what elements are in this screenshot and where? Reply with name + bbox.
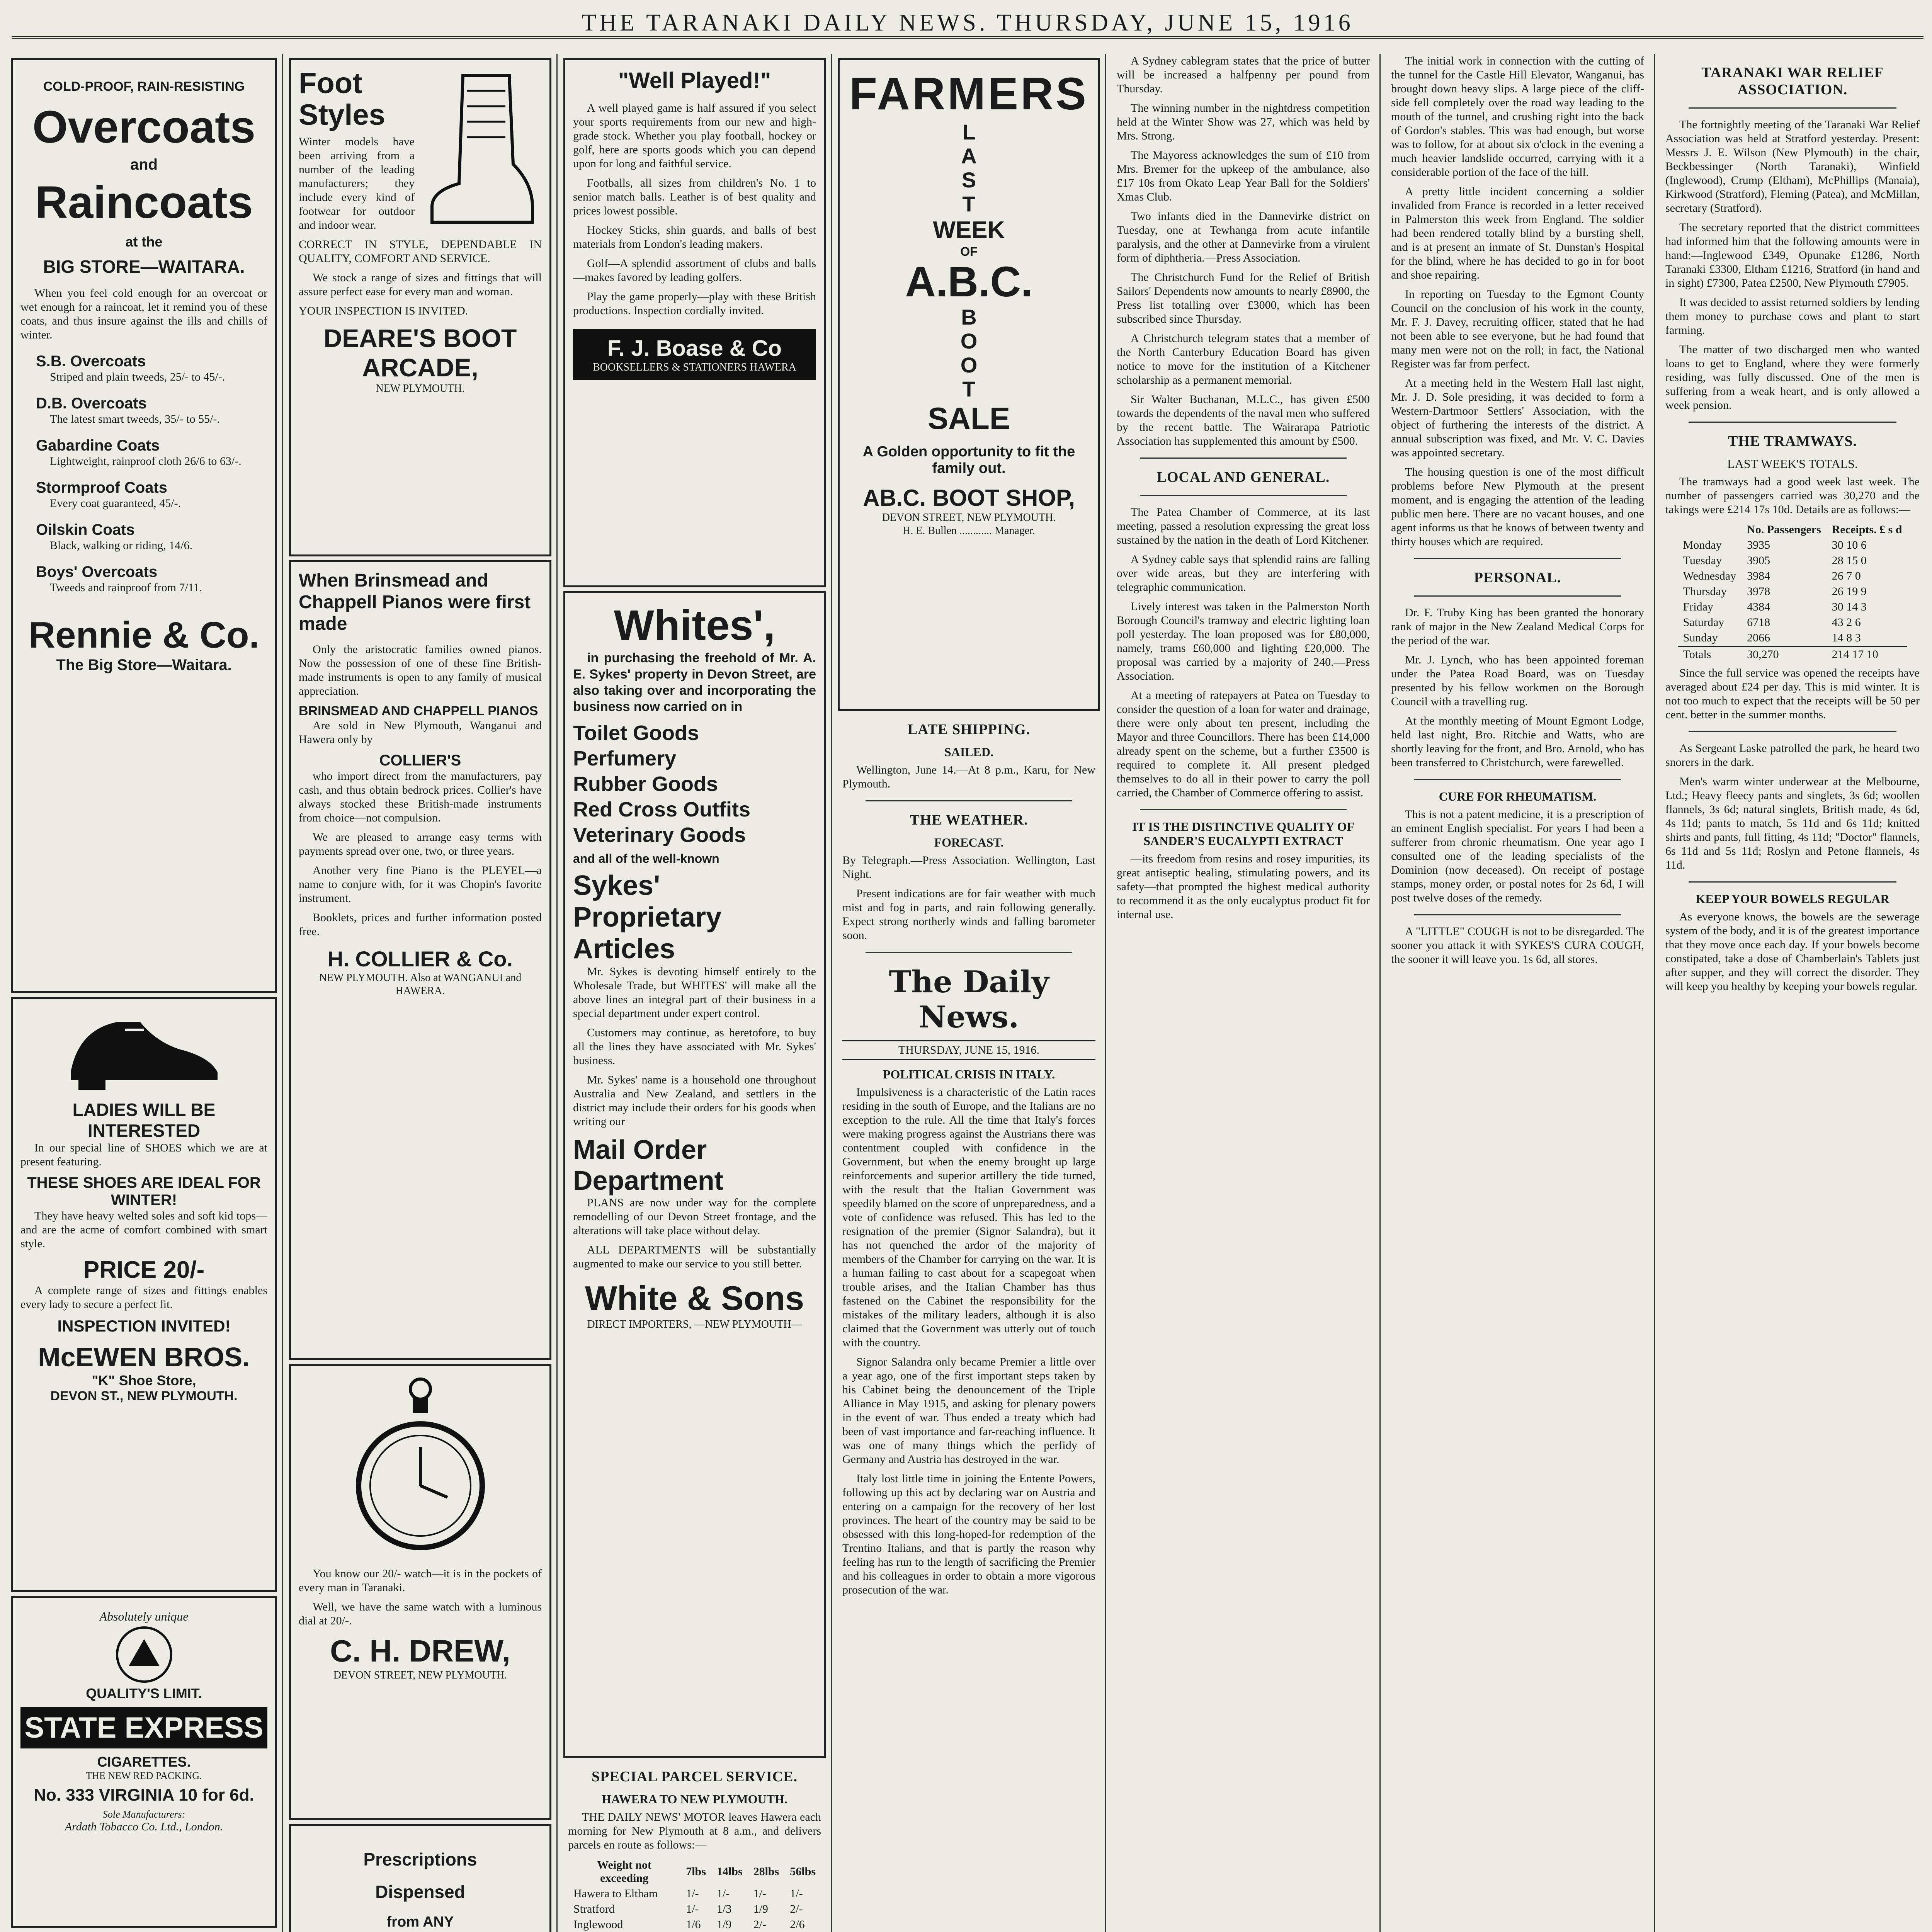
table-cell: Hawera to Eltham xyxy=(573,1887,658,1900)
ad-text: Ardath Tobacco Co. Ltd., London. xyxy=(65,1820,223,1833)
table-header: 28lbs xyxy=(753,1865,779,1878)
news-item: Two infants died in the Dannevirke district on Tuesday, one at Tewhanga from acute infantile paralysis, and the other at Dannevirke from a virulent form of diphtheria.—Press Association. xyxy=(1117,210,1370,264)
article-body: The tramways had a good week last week. The number of passengers carried was 30,270 and the takings were £214 17s 10d. Details are as follows:— xyxy=(1665,475,1920,516)
divider xyxy=(1140,457,1347,459)
table-cell: 3935 xyxy=(1747,539,1770,551)
table-cell: Sunday xyxy=(1683,631,1718,644)
table-cell: 2066 xyxy=(1747,631,1770,644)
ad-subheading: COLLIER'S xyxy=(379,752,461,769)
advertiser-name: Rennie & Co. xyxy=(28,614,260,656)
ad-text: A Golden opportunity to fit the family out. xyxy=(862,444,1075,476)
article-body: Mr. J. Lynch, who has been appointed foreman under the Patea Road Board, was on Tuesday presented by his fellow workmen on the Borough Council with a travelling rug. xyxy=(1391,653,1644,708)
ad-text: THE NEW RED PACKING. xyxy=(86,1770,202,1781)
column-5 xyxy=(1109,54,1378,1932)
collier-ad xyxy=(289,560,551,1360)
column-7-news xyxy=(1658,64,1927,993)
table-cell: 1/3 xyxy=(716,1903,732,1915)
ad-heading: Whites', xyxy=(614,602,776,649)
table-row xyxy=(1678,553,1908,568)
divider xyxy=(866,952,1072,953)
ad-intro xyxy=(299,68,415,238)
ad-body: Booklets, prices and further information posted free. xyxy=(299,911,542,938)
price: No. 333 VIRGINIA 10 for 6d. xyxy=(34,1786,254,1804)
news-item: Men's warm winter underwear at the Melbourne, Ltd.; Heavy fleecy pants and singlets, 3s 6d; woollen flannels, 3s 6d; natural singlets, British made, 4s 6d, 4s 11d; pants to match, 5s 11d and 6s 11d; knitted shirts and pants, full fitting, 4s 11d; "Doctor" flannels, 6s 11d and 5s 11d; Roslyn and Petone flannels, 4s 11d. xyxy=(1665,775,1920,871)
ad-tagline: QUALITY'S LIMIT. xyxy=(86,1685,202,1701)
article-body: At the monthly meeting of Mount Egmont Lodge, held last night, Bro. Ritchie and Watts, who are shortly leaving for the front, and Bro. Arnold, who has been transferred to Christchurch, were farewelled. xyxy=(1391,714,1644,769)
manager: H. E. Bullen ............ Manager. xyxy=(903,525,1035,537)
rennie-ad xyxy=(11,58,277,993)
news-item: The initial work in connection with the cutting of the tunnel for the Castle Hill Elevator, Wanganui, has brought down heavy slips. A large piece of the cliff-side fell completely over the road way leading to the mouth of the tunnel, and crushing right into the back of Gordon's stables. This was had enough, but worse was to follow, for at about six o'clock in the evening a much heavier landslide occurred, carrying with it a considerable portion of the face of the hill. xyxy=(1391,54,1644,179)
ad-body: Customers may continue, as heretofore, to buy all the lines they have associated with Mr. Sykes' business. xyxy=(573,1026,816,1067)
column-7 xyxy=(1658,54,1927,1932)
news-item: As Sergeant Laske patrolled the park, he heard two snorers in the dark. xyxy=(1665,742,1920,769)
tramway-totals-table xyxy=(1678,522,1908,662)
news-item: The winning number in the nightdress competition held at the Winter Show was 27, which was held by Mrs. Strong. xyxy=(1117,102,1370,142)
section-heading: IT IS THE DISTINCTIVE QUALITY OF SANDER'S EUCALYPTI EXTRACT xyxy=(1132,820,1354,848)
ad-body: Mr. Sykes is devoting himself entirely to the Wholesale Trade, but WHITES' will make all the above lines an integral part of their business in a special department under expert control. xyxy=(573,965,816,1020)
column-6 xyxy=(1383,54,1652,1932)
article-body: Signor Salandra only became Premier a little over a year ago, one of the first important steps taken by his Cabinet being the denouncement of the Triple Alliance in May 1915, and asking for plenary powers in the event of war. Thus ended a treaty which had been of vast importance and far-reaching influence. It was one of many things which the perfidy of Germany and Austria has destroyed in the war. xyxy=(842,1355,1095,1466)
table-cell: 28 15 0 xyxy=(1832,554,1867,567)
advertiser-name: AB.C. BOOT SHOP, xyxy=(863,485,1075,511)
ad-letter: L xyxy=(962,120,976,144)
table-cell: 26 7 0 xyxy=(1832,570,1861,582)
table-cell: 26 19 9 xyxy=(1832,585,1867,598)
table-cell: Saturday xyxy=(1683,616,1725,629)
ad-heading: INSPECTION INVITED! xyxy=(57,1317,231,1335)
ad-body: They have heavy welted soles and soft kid tops—and are the acme of comfort combined with smart style. xyxy=(20,1209,267,1250)
edition-date: THURSDAY, JUNE 15, 1916. xyxy=(842,1040,1095,1060)
article-body: This is not a patent medicine, it is a prescription of an eminent English specialist. For years I had been a sufferer from chronic rheumatism. One year ago I consulted one of the leading specialists of the Dominion (now deceased). On receipt of postage stamps, money order, or postal notes for 2s 6d, I will post twelve doses of the remedy. xyxy=(1391,808,1644,904)
column-rule xyxy=(831,54,832,1932)
ad-subheading: BRINSMEAD AND CHAPPELL PIANOS xyxy=(299,704,538,718)
section-heading: CURE FOR RHEUMATISM. xyxy=(1439,789,1597,803)
column-rule xyxy=(1654,54,1655,1932)
table-row xyxy=(1678,599,1908,615)
table-cell: Tuesday xyxy=(1683,554,1722,567)
news-item: The Christchurch Fund for the Relief of British Sailors' Dependents now amounts to nearly £8900, the Press list totalling over £3000, which has been subscribed since Thursday. xyxy=(1117,271,1370,325)
advertiser-name: C. H. DREW, xyxy=(330,1634,510,1668)
table-cell: 3978 xyxy=(1747,585,1770,598)
divider xyxy=(866,800,1072,801)
table-cell: 1/- xyxy=(686,1903,699,1915)
ad-body: We are pleased to arrange easy terms with payments spread over one, two, or three years. xyxy=(299,831,542,857)
divider xyxy=(1689,881,1896,883)
column-rule xyxy=(282,54,283,1932)
article-body: The matter of two discharged men who wanted loans to get to England, where they were formerly residing, was fully discussed. One of the men is suffering from a weak heart, and is only allowed a week pension. xyxy=(1665,343,1920,412)
column-2 xyxy=(286,54,554,1932)
table-cell: 14 8 3 xyxy=(1832,631,1861,644)
table-cell: 6718 xyxy=(1747,616,1770,629)
ad-letter: A xyxy=(961,144,977,168)
ad-tagline: COLD-PROOF, RAIN-RESISTING xyxy=(43,79,245,94)
table-cell: 30 10 6 xyxy=(1832,539,1867,551)
ad-heading: Raincoats xyxy=(35,177,253,228)
address: NEW PLYMOUTH. xyxy=(376,383,465,395)
store-name: BIG STORE—WAITARA. xyxy=(43,257,245,277)
product-desc: Tweeds and rainproof from 7/11. xyxy=(50,581,202,594)
column-rule xyxy=(1105,54,1106,1932)
product-line: Red Cross Outfits xyxy=(573,798,751,821)
section-heading: PERSONAL. xyxy=(1474,570,1561,586)
table-cell: 1/- xyxy=(716,1887,730,1900)
product-name: Gabardine Coats xyxy=(36,437,160,454)
article-body: The fortnightly meeting of the Taranaki War Relief Association was held at Stratford yesterday. Present: Messrs J. E. Wilson (New Plymouth) in the chair, Beckbessinger (North Taranaki), Winfield (Inglewood), Crump (Eltham), McPhillips (Manaia), Kirkwood (Stratford), Fleming (Patea), and McMillan, secretary (Stratford). xyxy=(1665,118,1920,214)
table-cell: Friday xyxy=(1683,600,1713,613)
product-desc: Every coat guaranteed, 45/-. xyxy=(50,497,181,510)
table-total-row xyxy=(1678,646,1908,663)
deare-ad xyxy=(289,58,551,556)
table-row xyxy=(1678,584,1908,599)
product-name: S.B. Overcoats xyxy=(36,353,146,370)
article-body: The secretary reported that the district committees had informed him that the following amounts were in hand:—Inglewood £349, Opunake £1286, North Taranaki £3300, Eltham £1216, Stratford (in hand and in sight) £7300, Patea £2500, New Plymouth £7905. xyxy=(1665,221,1920,289)
news-item: The Mayoress acknowledges the sum of £10 from Mrs. Bremer for the upkeep of the ambulance, also £17 10s from Okato Leap Year Ball for the Soldiers' Xmas Club. xyxy=(1117,149,1370,203)
ad-heading: When Brinsmead and Chappell Pianos were first made xyxy=(299,570,531,634)
address: DEVON ST., NEW PLYMOUTH. xyxy=(50,1389,238,1403)
ad-letter: B xyxy=(961,305,977,329)
news-item: In reporting on Tuesday to the Egmont County Council on the conclusion of his work in the county, Mr. F. J. Davey, recruiting officer, stated that he had not been able to see everyone, but he had found that many men were not on the roll; in fact, the National Register was far from perfect. xyxy=(1391,288,1644,370)
product-name: Oilskin Coats xyxy=(36,521,135,538)
table-cell: Monday xyxy=(1683,539,1722,551)
pocket-watch-icon xyxy=(355,1374,486,1567)
masthead xyxy=(12,5,1923,39)
advertiser-name: F. J. Boase & Co xyxy=(607,336,782,361)
table-header: 56lbs xyxy=(790,1865,816,1878)
ad-body: You know our 20/- watch—it is in the pockets of every man in Taranaki. xyxy=(299,1567,542,1594)
ad-body: Golf—A splendid assortment of clubs and balls—makes favored by leading golfers. xyxy=(573,257,816,284)
ad-heading: "Well Played!" xyxy=(618,68,771,93)
column-4 xyxy=(835,54,1103,1932)
ad-body: Only the aristocratic families owned pianos. Now the possession of one of these fine British-made instruments is open to any family of musical appreciation. xyxy=(299,643,542,697)
ad-body: YOUR INSPECTION IS INVITED. xyxy=(299,304,468,317)
column-4-news xyxy=(835,721,1103,1597)
ad-body: PLANS are now under way for the complete remodelling of our Devon Street frontage, and the alterations will take place without delay. xyxy=(573,1196,816,1237)
ad-heading: LADIES WILL BE INTERESTED xyxy=(72,1100,216,1141)
address: NEW PLYMOUTH. Also at WANGANUI and HAWERA. xyxy=(319,972,522,997)
ad-heading: Foot Styles xyxy=(299,67,385,131)
column-1 xyxy=(8,54,280,1932)
ad-body: Another very fine Piano is the PLEYEL—a name to conjure with, for it was Chopin's favorite instrument. xyxy=(299,864,542,905)
divider xyxy=(1689,731,1896,732)
nameplate: The Daily News. xyxy=(889,964,1049,1035)
ad-body: Well, we have the same watch with a luminous dial at 20/-. xyxy=(299,1600,542,1627)
table-row xyxy=(1678,615,1908,630)
divider xyxy=(1414,595,1621,597)
advertiser-name: H. COLLIER & Co. xyxy=(327,947,513,971)
article-body: It was decided to assist returned soldiers by lending them money to purchase cows and plant to start farming. xyxy=(1665,296,1920,337)
article-body: Since the full service was opened the receipts have averaged about £24 per day. This is mid winter. It is not too much to expect that the receipts will be 50 per cent. better in the summer months. xyxy=(1665,667,1920,721)
divider xyxy=(1689,422,1896,423)
section-subheading: HAWERA TO NEW PLYMOUTH. xyxy=(602,1792,787,1806)
table-cell: 1/9 xyxy=(753,1903,768,1915)
state-express-ad xyxy=(11,1596,277,1928)
article-body: At a meeting of ratepayers at Patea on Tuesday to consider the question of a loan for water and drainage, there were only about ten present, including the Mayor and three Councillors. There has been £14,000 already spent on the scheme, but a further £3500 is required to complete it. All present pledged themselves to do all in their power to carry the poll carried, the Chamber of Commerce offering to assist. xyxy=(1117,689,1370,799)
article-body: Italy lost little time in joining the Entente Powers, following up this act by declaring war on Austria and entering on a campaign for the recovery of her lost provinces. The heart of the country may be said to be obsessed with this long-hoped-for redemption of the Trentino Italians, and that is partly the reason why feeling has run to the length of sacrificing the Premier and his colleagues in order to obtain a more vigorous prosecution of the war. xyxy=(842,1472,1095,1596)
table-cell: Totals xyxy=(1683,648,1711,661)
table-cell: 2/6 xyxy=(790,1918,805,1931)
ad-body: CORRECT IN STYLE, DEPENDABLE IN QUALITY, COMFORT AND SERVICE. xyxy=(299,238,542,265)
price: PRICE 20/- xyxy=(83,1257,205,1283)
column-rule xyxy=(1379,54,1381,1932)
address: DEVON STREET, NEW PLYMOUTH. xyxy=(333,1669,507,1681)
ad-tagline: Absolutely unique xyxy=(99,1609,189,1623)
divider xyxy=(1689,107,1896,109)
section-heading: THE TRAMWAYS. xyxy=(1728,433,1857,449)
ad-heading: Sykes' Proprietary Articles xyxy=(573,870,722,964)
ad-body: Winter models have been arriving from a number of the leading manufacturers; they include every kind of footwear for outdoor and indoor wear. xyxy=(299,135,415,231)
table-cell: 2/- xyxy=(790,1903,803,1915)
ad-body: Are sold in New Plymouth, Wanganui and Hawera only by xyxy=(299,719,542,746)
ad-letter: O xyxy=(960,353,978,377)
ad-body: We stock a range of sizes and fittings that will assure perfect ease for every man and woman. xyxy=(299,271,542,298)
ad-body: Footballs, all sizes from children's No. 1 to senior match balls. Leather is of best quality and prices lowest possible. xyxy=(573,177,816,217)
ad-heading: Mail Order Department xyxy=(573,1134,723,1196)
table-header: Receipts. £ s d xyxy=(1832,523,1902,536)
advertiser-tagline: DIRECT IMPORTERS, —NEW PLYMOUTH— xyxy=(587,1318,802,1330)
table-header: Weight not exceeding xyxy=(597,1859,652,1884)
ad-body: When you feel cold enough for an overcoat or wet enough for a raincoat, let it remind you of these coats, and thus insure against the ills and chills of winter. xyxy=(20,287,267,341)
divider xyxy=(1414,558,1621,559)
product-name: Boys' Overcoats xyxy=(36,563,158,580)
product-desc: Lightweight, rainproof cloth 26/6 to 63/-. xyxy=(50,455,242,468)
table-cell: 4384 xyxy=(1747,600,1770,613)
table-cell: Thursday xyxy=(1683,585,1727,598)
ad-letter: O xyxy=(960,329,978,353)
boase-logo xyxy=(573,329,816,380)
ad-text: from ANY xyxy=(386,1914,454,1930)
mcewen-ad xyxy=(11,997,277,1592)
product-line: Veterinary Goods xyxy=(573,823,746,847)
abc-boot-ad xyxy=(838,58,1100,711)
ad-text: and all of the well-known xyxy=(573,852,719,866)
table-header: No. Passengers xyxy=(1747,523,1821,536)
table-cell: Inglewood xyxy=(573,1918,623,1931)
product-name: Stormproof Coats xyxy=(36,479,167,496)
product-name: D.B. Overcoats xyxy=(36,395,147,412)
table-cell: 1/- xyxy=(790,1887,803,1900)
news-item: A Sydney cablegram states that the price of butter will be increased a halfpenny per pound from Thursday. xyxy=(1117,54,1370,95)
ad-heading: Overcoats xyxy=(32,102,256,153)
product-desc: The latest smart tweeds, 35/- to 55/-. xyxy=(50,413,220,425)
divider xyxy=(1414,914,1621,915)
column-5-news xyxy=(1109,54,1378,922)
advertiser-name: DEARE'S BOOT ARCADE, xyxy=(323,324,517,382)
table-header-row xyxy=(568,1857,821,1886)
news-item: At a meeting held in the Western Hall last night, Mr. J. D. Sole presiding, it was decided to form a Western-Dartmoor Settlers' Association, with the object of furthering the interests of the district. A annual subscription was fixed, and Mr. V. C. Davies was appointed secretary. xyxy=(1391,377,1644,459)
editorial-heading: POLITICAL CRISIS IN ITALY. xyxy=(883,1067,1055,1081)
divider xyxy=(1140,495,1347,496)
masthead-title: THE TARANAKI DAILY NEWS. THURSDAY, JUNE 15, 1916 xyxy=(582,10,1354,36)
ad-letter: T xyxy=(962,377,976,401)
brand-logo: STATE EXPRESS xyxy=(20,1707,267,1748)
ad-text: Sole Manufacturers: xyxy=(102,1809,185,1820)
section-subheading: SAILED. xyxy=(944,745,994,759)
table-header: 7lbs xyxy=(686,1865,706,1878)
section-heading: SPECIAL PARCEL SERVICE. xyxy=(591,1769,798,1785)
ad-letter: T xyxy=(962,192,976,216)
table-cell: Wednesday xyxy=(1683,570,1736,582)
divider xyxy=(1140,809,1347,810)
table-header: 14lbs xyxy=(716,1865,743,1878)
ad-heading: THESE SHOES ARE IDEAL FOR WINTER! xyxy=(27,1174,261,1209)
section-heading: TARANAKI WAR RELIEF ASSOCIATION. xyxy=(1701,65,1884,98)
section-heading: LOCAL AND GENERAL. xyxy=(1156,469,1330,485)
crest-icon xyxy=(102,1624,187,1685)
advertiser-name: White & Sons xyxy=(585,1279,804,1317)
ad-text: OF xyxy=(960,245,978,259)
news-item: A Christchurch telegram states that a member of the North Canterbury Education Board has given notice to move for the institution of a Kitchener scholarship as a permanent memorial. xyxy=(1117,332,1370,386)
ad-body: who import direct from the manufacturers, pay cash, and thus obtain bedrock prices. Collier's have always stocked these British-made instruments from choice—not compulsion. xyxy=(299,770,542,824)
boot-icon xyxy=(417,68,540,230)
product-line: Rubber Goods xyxy=(573,772,718,796)
parcel-rates-table xyxy=(568,1857,821,1932)
ad-heading: FARMERS xyxy=(849,68,1088,119)
news-item: The housing question is one of the most difficult problems before New Plymouth at the present moment, and is engaging the attention of the leading public men here. There are no vacant houses, and one agent informs us that he knows of between twenty and thirty houses which are required. xyxy=(1391,466,1644,548)
article-body: As everyone knows, the bowels are the sewerage system of the body, and it is of the greatest importance that they move once each day. If your bowels become constipated, take a dose of Chamberlain's Tablets just after supper, and they will correct the disorder. They will keep you healthy by keeping your bowels regular. xyxy=(1665,910,1920,993)
ad-body: In our special line of SHOES which we are at present featuring. xyxy=(20,1141,267,1168)
section-heading: LATE SHIPPING. xyxy=(907,721,1031,738)
product-desc: Black, walking or riding, 14/6. xyxy=(50,539,193,552)
article-body: Wellington, June 14.—At 8 p.m., Karu, for New Plymouth. xyxy=(842,764,1095,790)
table-cell: 30,270 xyxy=(1747,648,1779,661)
table-row xyxy=(568,1886,821,1901)
ad-text: WEEK xyxy=(933,217,1005,243)
address: DEVON STREET, NEW PLYMOUTH. xyxy=(882,512,1056,524)
ad-body: Hockey Sticks, shin guards, and balls of best materials from London's leading makers. xyxy=(573,224,816,250)
article-body: Dr. F. Truby King has been granted the honorary rank of major in the New Zealand Medical Corps for the period of the war. xyxy=(1391,606,1644,647)
ad-text: CIGARETTES. xyxy=(97,1754,191,1770)
table-cell: 3905 xyxy=(1747,554,1770,567)
davies-ad xyxy=(289,1824,551,1932)
ad-text: at the xyxy=(125,234,163,250)
ad-body: A complete range of sizes and fittings enables every lady to secure a perfect fit. xyxy=(20,1284,267,1311)
ad-text: Prescriptions xyxy=(363,1849,477,1869)
shoe-icon xyxy=(63,1007,225,1092)
ad-body: Play the game properly—play with these British productions. Inspection cordially invited. xyxy=(573,290,816,317)
news-item: A pretty little incident concerning a soldier invalided from France is recorded in a letter received in Palmerston this week from England. The soldier had been rendered totally blind by a bursting shell, and is at present an inmate of St. Dunstan's Hospital for the blind, where he has decided to go in for boot and shoe repairing. xyxy=(1391,185,1644,281)
table-header-row xyxy=(1678,522,1908,537)
column-6-news xyxy=(1383,54,1652,966)
article-body: By Telegraph.—Press Association. Wellington, Last Night. xyxy=(842,854,1095,881)
table-cell: 1/- xyxy=(753,1887,766,1900)
ad-header xyxy=(299,68,542,238)
article-body: A Sydney cable says that splendid rains are falling over wide areas, but they are interfering with telegraphic communication. xyxy=(1117,553,1370,594)
section-subheading: FORECAST. xyxy=(934,835,1004,849)
advertiser-tagline: BOOKSELLERS & STATIONERS HAWERA xyxy=(593,361,796,373)
product-line: Perfumery xyxy=(573,747,677,770)
section-subheading: LAST WEEK'S TOTALS. xyxy=(1727,457,1858,471)
ad-body: ALL DEPARTMENTS will be substantially augmented to make our service to you still better. xyxy=(573,1243,816,1270)
advertiser-tagline: The Big Store—Waitara. xyxy=(56,656,232,673)
table-header xyxy=(1678,522,1742,537)
article-body: Present indications are for fair weather with much mist and fog in parts, and rain following generally. Expect strong northerly winds and falling barometer soon. xyxy=(842,887,1095,942)
section-heading: KEEP YOUR BOWELS REGULAR xyxy=(1696,892,1889,906)
article-body: Lively interest was taken in the Palmerston North Borough Council's tramway and electric lighting loan poll yesterday. The loan proposed was for £80,000, namely, trams £60,000 and lighting £20,000. The proposal was carried by a majority of 240.—Press Association. xyxy=(1117,600,1370,682)
ad-body: A well played game is half assured if you select your sports requirements from our new and high-grade stock. Whether you play football, hockey or golf, here are sports goods which you can depend upon for long and faithful service. xyxy=(573,102,816,170)
table-cell: 3984 xyxy=(1747,570,1770,582)
product-list xyxy=(36,353,267,595)
ad-body: in purchasing the freehold of Mr. A. E. Sykes' property in Devon Street, are also taking over and incorporating the business now carried on in xyxy=(573,651,816,714)
product-desc: Striped and plain tweeds, 25/- to 45/-. xyxy=(50,371,225,383)
table-row xyxy=(568,1901,821,1917)
ad-text: Dispensed xyxy=(375,1882,465,1902)
drew-ad xyxy=(289,1364,551,1820)
table-cell: 1/- xyxy=(686,1887,699,1900)
table-row xyxy=(1678,568,1908,584)
ad-heading: SALE xyxy=(927,401,1010,435)
table-row xyxy=(568,1917,821,1932)
divider xyxy=(1414,779,1621,780)
store-name: "K" Shoe Store, xyxy=(92,1372,196,1388)
column-rule xyxy=(556,54,558,1932)
boase-ad xyxy=(563,58,826,587)
product-line: Toilet Goods xyxy=(573,721,699,745)
table-cell: 1/6 xyxy=(686,1918,701,1931)
article-body: A "LITTLE" COUGH is not to be disregarded. The sooner you attack it with SYKES'S CURA COUGH, the sooner it will leave you. 1s 6d, all stores. xyxy=(1391,925,1644,966)
article-body: Impulsiveness is a characteristic of the Latin races residing in the south of Europe, and the Italians are no exception to the rule. All the time that Italy's forces were making progress against the Austrians there was contentment coupled with confidence in the Government, but when the enemy brought up large reinforcements and superior artillery the tide turned, with the result that the Italian Government was speedily blamed on the score of unpreparedness, and a vote of confidence was refused. This has led to the resignation of the premier (Signor Salandra), but it has not quenched the ardor of the majority of members of the Chamber for carrying on the war. It is a human failing to cast about for a scapegoat when trouble arises, and the Italian Chamber has thus fastened on the Cabinet the responsibility for the mistakes of the military leaders, although it is also claimed that the Government was utterly out of touch with the country. xyxy=(842,1086,1095,1349)
column-3-news xyxy=(560,1768,829,1932)
table-cell: 2/- xyxy=(753,1918,766,1931)
article-body: THE DAILY NEWS' MOTOR leaves Hawera each morning for New Plymouth at 8 a.m., and delivers parcels en route as follows:— xyxy=(568,1811,821,1851)
table-cell: 1/9 xyxy=(716,1918,732,1931)
ad-body: Mr. Sykes' name is a household one throughout Australia and New Zealand, and settlers in the district may include their orders for his goods when writing our xyxy=(573,1073,816,1128)
ad-text: and xyxy=(130,156,158,173)
whites-ad xyxy=(563,591,826,1758)
column-3 xyxy=(560,54,829,1932)
ad-heading: A.B.C. xyxy=(905,258,1033,306)
article-body: —its freedom from resins and rosey impurities, its great antiseptic healing, stimulating powers, and its safety—that prompted the highest medical authority to recommend it as the only eucalyptus product fit for internal use. xyxy=(1117,852,1370,921)
table-cell: 30 14 3 xyxy=(1832,600,1867,613)
article-body: The Patea Chamber of Commerce, at its last meeting, passed a resolution expressing the great loss sustained by the nation in the death of Lord Kitchener. xyxy=(1117,506,1370,546)
table-cell: Stratford xyxy=(573,1903,615,1915)
table-row xyxy=(1678,630,1908,646)
section-heading: THE WEATHER. xyxy=(910,812,1028,828)
table-cell: 43 2 6 xyxy=(1832,616,1861,629)
ad-letter: S xyxy=(961,168,976,192)
table-cell: 214 17 10 xyxy=(1832,648,1878,661)
advertiser-name: McEWEN BROS. xyxy=(38,1342,250,1372)
table-row xyxy=(1678,537,1908,553)
news-item: Sir Walter Buchanan, M.L.C., has given £500 towards the dependents of the naval men who suffered by the recent battle. The Wairarapa Patriotic Association has supplemented this amount by £500. xyxy=(1117,393,1370,447)
